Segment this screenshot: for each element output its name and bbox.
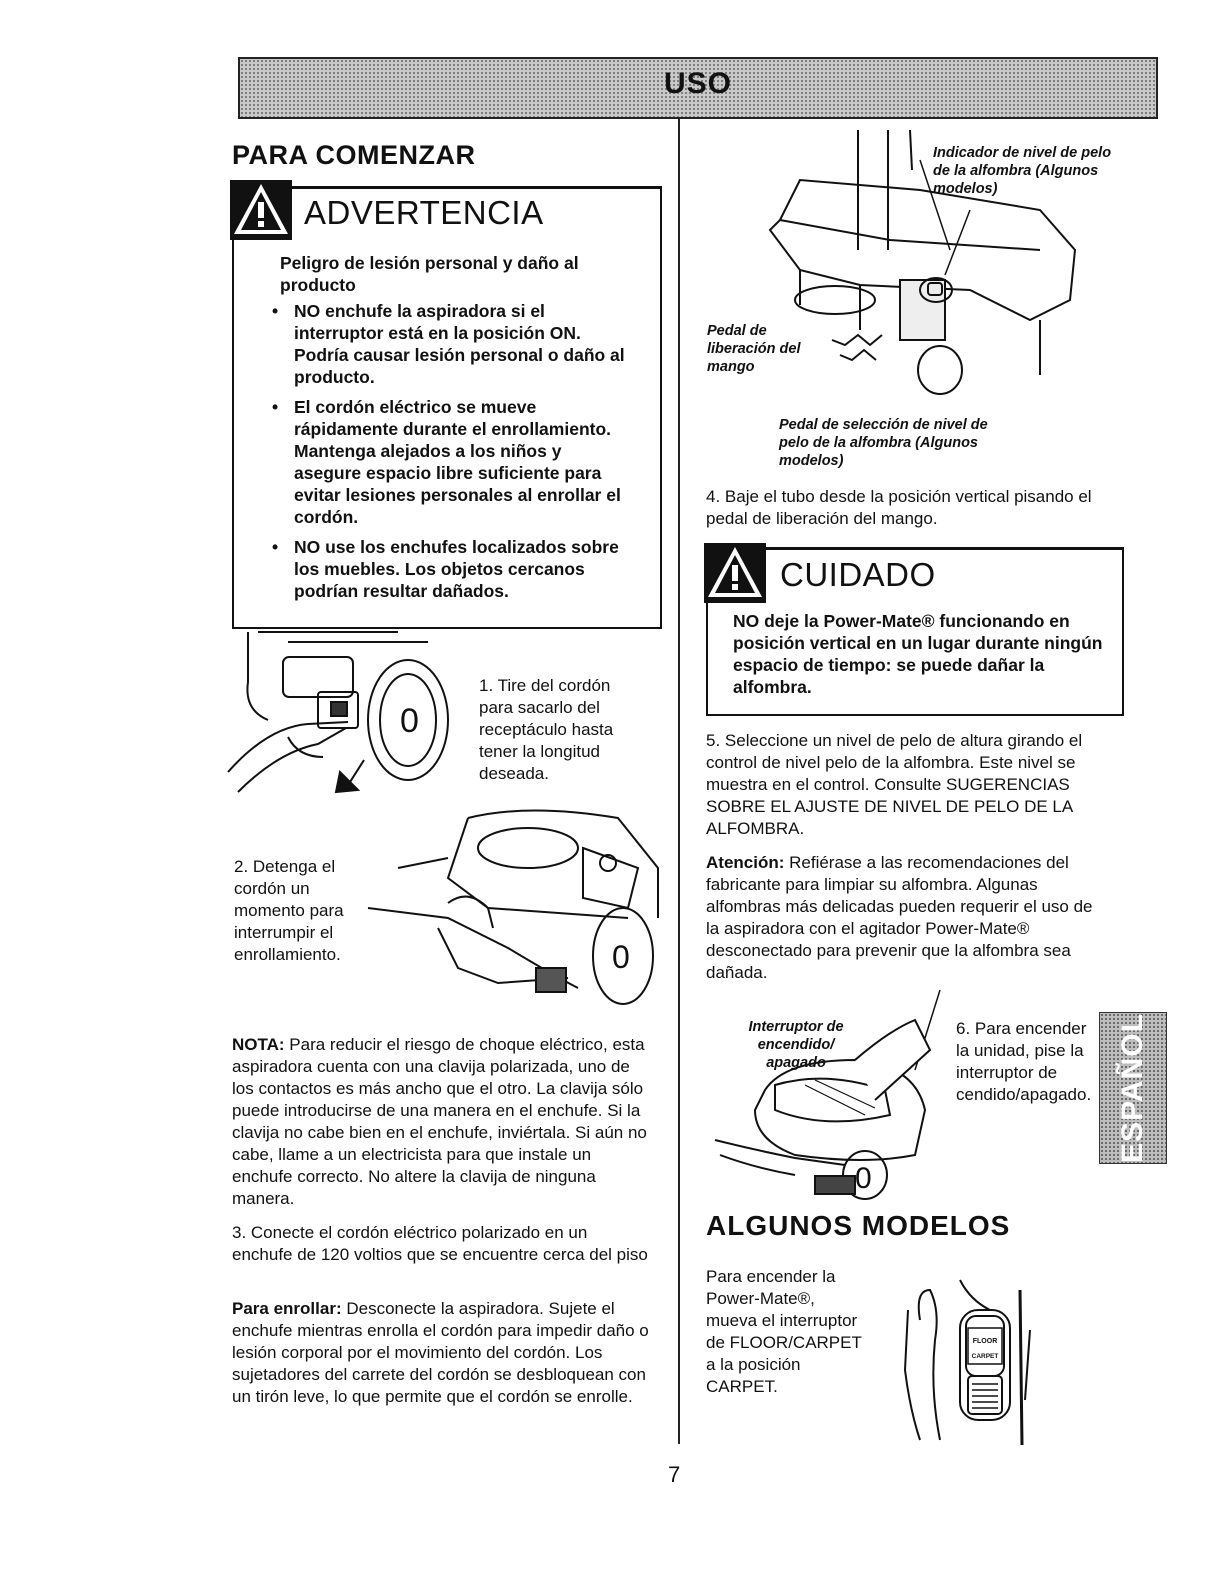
step-1-text: 1. Tire del cordón para sacarlo del receptáculo hasta tener la longitud deseada. bbox=[479, 676, 614, 783]
warning-title: ADVERTENCIA bbox=[304, 194, 544, 231]
switch-floor-label: FLOOR bbox=[972, 1338, 998, 1345]
caution-text: NO deje la Power-Mate® funcionando en posición vertical en un lugar durante ningún espacio de tiempo: se puede dañar la alfombra. bbox=[733, 611, 1103, 697]
step-2-text: 2. Detenga el cordón un momento para interrumpir el enrollamiento. bbox=[234, 857, 344, 964]
warning-intro: Peligro de lesión personal y daño al producto bbox=[280, 253, 579, 295]
atencion-text: Refiérase a las recomendaciones del fabricante para limpiar su alfombra. Algunas alfombras más delicadas pueden requerir el uso de la aspiradora con el agitador Power-Mate® desconectado para prevenir que la alfombra sea dañada. bbox=[706, 853, 1093, 982]
label-release-pedal: Pedal de liberación del mango bbox=[707, 323, 801, 375]
step-4-text: 4. Baje el tubo desde la posición vertical pisando el pedal de liberación del mango. bbox=[706, 487, 1092, 528]
nota-text: Para reducir el riesgo de choque eléctrico, esta aspiradora cuenta con una clavija polarizada, uno de los contactos es más ancho que el otro. La clavija sólo puede introducirse de una manera en el enchufe. Si la clavija no cabe bien en el enchufe, inviértala. Si aún no cabe, llame a un electricista para que instale un enchufe correcto. No altere la clavija de ninguna manera. bbox=[232, 1035, 647, 1208]
label-pile-indicator: Indicador de nivel de pelo de la alfombra (Algunos modelos) bbox=[933, 145, 1112, 197]
warning-bullet: • El cordón eléctrico se mueve rápidamente durante el enrollamiento. Mantenga alejados a los niños y asegure espacio libre suficiente para evitar lesiones personales al enrollar el cordón. bbox=[270, 396, 632, 528]
warning-triangle-icon bbox=[230, 180, 292, 240]
switch-carpet-label: CARPET bbox=[971, 1353, 999, 1360]
step-3-text: 3. Conecte el cordón eléctrico polarizado en un enchufe de 120 voltios que se encuentre cerca del piso bbox=[232, 1223, 648, 1264]
enrollar-label: Para enrollar: bbox=[232, 1299, 342, 1318]
svg-text:0: 0 bbox=[400, 702, 419, 740]
label-power-switch: Interruptor de encendido/ apagado bbox=[748, 1019, 844, 1071]
floor-carpet-switch-illustration bbox=[900, 1280, 1040, 1445]
warning-bullet: • NO use los enchufes localizados sobre los muebles. Los objetos cercanos podrían resultar dañados. bbox=[270, 536, 632, 602]
algunos-modelos-text: Para encender la Power-Mate®, mueva el interruptor de FLOOR/CARPET a la posición CARPET. bbox=[706, 1267, 862, 1396]
nota-label: NOTA: bbox=[232, 1035, 285, 1054]
nota-paragraph bbox=[232, 1034, 652, 1210]
atencion-label: Atención: bbox=[706, 853, 785, 872]
caution-title: CUIDADO bbox=[780, 556, 936, 593]
cord-stop-illustration bbox=[368, 808, 668, 1008]
enrollar-paragraph bbox=[232, 1298, 652, 1408]
section-banner bbox=[238, 57, 1158, 119]
language-tab bbox=[1099, 1012, 1167, 1164]
enrollar-text: Desconecte la aspiradora. Sujete el enchufe mientras enrolla el cordón para impedir daño o lesión corporal por el movimiento del cordón. Los sujetadores del carrete del cordón se desbloquean con un tirón leve, lo que permite que el cordón se enrolle. bbox=[232, 1299, 649, 1406]
section-title-para-comenzar: PARA COMENZAR bbox=[232, 140, 476, 170]
banner-title: USO bbox=[663, 67, 732, 100]
section-title-algunos-modelos: ALGUNOS MODELOS bbox=[706, 1210, 1011, 1241]
atencion-paragraph bbox=[706, 852, 1106, 984]
page-number: 7 bbox=[668, 1462, 681, 1487]
warning-bullet: • NO enchufe la aspiradora si el interruptor está en la posición ON. Podría causar lesión personal o daño al producto. bbox=[270, 300, 632, 388]
step-5-text: 5. Seleccione un nivel de pelo de altura girando el control de nivel pelo de la alfombra. Este nivel se muestra en el control. Consulte SUGERENCIAS SOBRE EL AJUSTE DE NIVEL DE PELO DE LA ALFOMBRA. bbox=[706, 731, 1083, 838]
language-tab-label: ESPAÑOL bbox=[1116, 1013, 1149, 1163]
step-6-text: 6. Para encender la unidad, pise la interruptor de cendido/apagado. bbox=[956, 1019, 1092, 1104]
warning-list bbox=[270, 292, 632, 602]
column-divider bbox=[678, 118, 680, 1444]
svg-text:0: 0 bbox=[855, 1162, 872, 1195]
label-select-pedal: Pedal de selección de nivel de pelo de la alfombra (Algunos modelos) bbox=[779, 417, 988, 469]
caution-triangle-icon bbox=[704, 543, 766, 603]
svg-text:0: 0 bbox=[612, 939, 630, 975]
foot-switch-illustration bbox=[715, 990, 945, 1200]
cord-pull-illustration bbox=[228, 632, 468, 802]
